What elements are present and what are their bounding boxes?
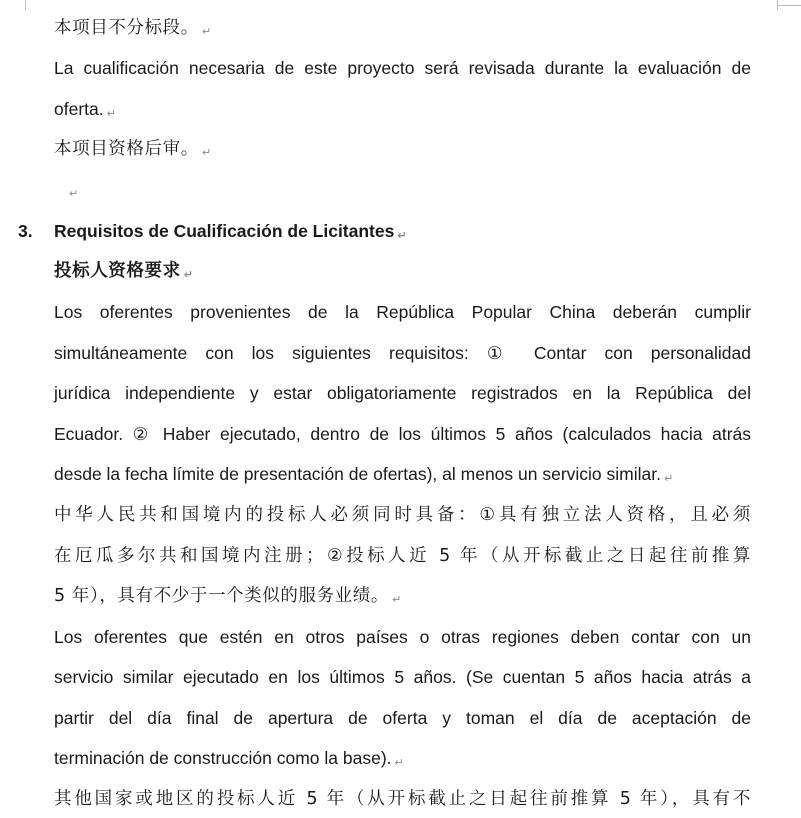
page-corner-mark-right-h <box>777 5 801 6</box>
line-text: 本项目不分标段。 <box>54 18 199 38</box>
line-text: desde la fecha límite de presentación de ofertas), al menos un servicio similar. <box>54 464 661 484</box>
section-heading-text: Requisitos de Cualificación de Licitantes <box>54 221 395 241</box>
line-text: partir del día final de apertura de oferta y toman el día de aceptación de <box>54 708 751 728</box>
section-number: 3. <box>18 221 33 241</box>
page-corner-mark-left <box>25 0 26 10</box>
text-line <box>54 58 751 78</box>
line-text: 在厄瓜多尔共和国境内注册；②投标人近 5 年（从开标截止之日起往前推算 <box>54 546 751 566</box>
section-heading-cn-text: 投标人资格要求 <box>54 261 181 281</box>
line-text: jurídica independiente y estar obligatoriamente registrados en la República del <box>54 383 751 403</box>
text-line <box>54 99 751 119</box>
paragraph-mark-icon: ↵ <box>201 146 212 159</box>
section-heading <box>54 221 751 241</box>
line-text: Ecuador. ② Haber ejecutado, dentro de los últimos 5 años (calculados hacia atrás <box>54 424 751 444</box>
text-line <box>54 667 751 687</box>
text-line <box>54 627 751 647</box>
paragraph-mark-icon: ↵ <box>106 107 116 120</box>
paragraph-mark-icon: ↵ <box>391 593 402 606</box>
text-line <box>54 139 751 159</box>
section-heading-cn <box>54 261 751 281</box>
text-line <box>54 343 751 363</box>
text-line <box>54 708 751 728</box>
line-text: terminación de construcción como la base). <box>54 748 392 768</box>
paragraph-mark-icon: ↵ <box>663 472 674 485</box>
text-line <box>54 748 751 768</box>
text-line <box>54 789 751 809</box>
line-text: Los oferentes que estén en otros países o otras regiones deben contar con un <box>54 627 751 647</box>
text-line <box>54 546 751 566</box>
text-line <box>54 383 751 403</box>
paragraph-mark-icon: ↵ <box>201 25 212 38</box>
empty-line <box>66 180 763 200</box>
paragraph-mark-icon: ↵ <box>397 229 407 242</box>
text-line <box>54 464 751 484</box>
line-text: 本项目资格后审。 <box>54 139 199 159</box>
line-text: 5 年），具有不少于一个类似的服务业绩。 <box>54 586 389 606</box>
text-line <box>54 586 751 606</box>
text-line <box>54 302 751 322</box>
text-line <box>54 18 751 38</box>
text-line <box>54 505 751 525</box>
line-text: Los oferentes provenientes de la República Popular China deberán cumplir <box>54 302 751 322</box>
line-text: La cualificación necesaria de este proyecto será revisada durante la evaluación de <box>54 58 751 78</box>
line-text: servicio similar ejecutado en los últimos 5 años. (Se cuentan 5 años hacia atrás a <box>54 667 751 687</box>
text-line <box>54 424 751 444</box>
line-text: 中华人民共和国境内的投标人必须同时具备：①具有独立法人资格，且必须 <box>54 505 751 525</box>
paragraph-mark-icon: ↵ <box>69 187 79 200</box>
paragraph-mark-icon: ↵ <box>394 756 404 769</box>
line-text: simultáneamente con los siguientes requisitos: ① Contar con personalidad <box>54 343 751 363</box>
line-text: 其他国家或地区的投标人近 5 年（从开标截止之日起往前推算 5 年），具有不 <box>54 789 751 809</box>
paragraph-mark-icon: ↵ <box>183 268 194 281</box>
line-text: oferta. <box>54 99 104 119</box>
